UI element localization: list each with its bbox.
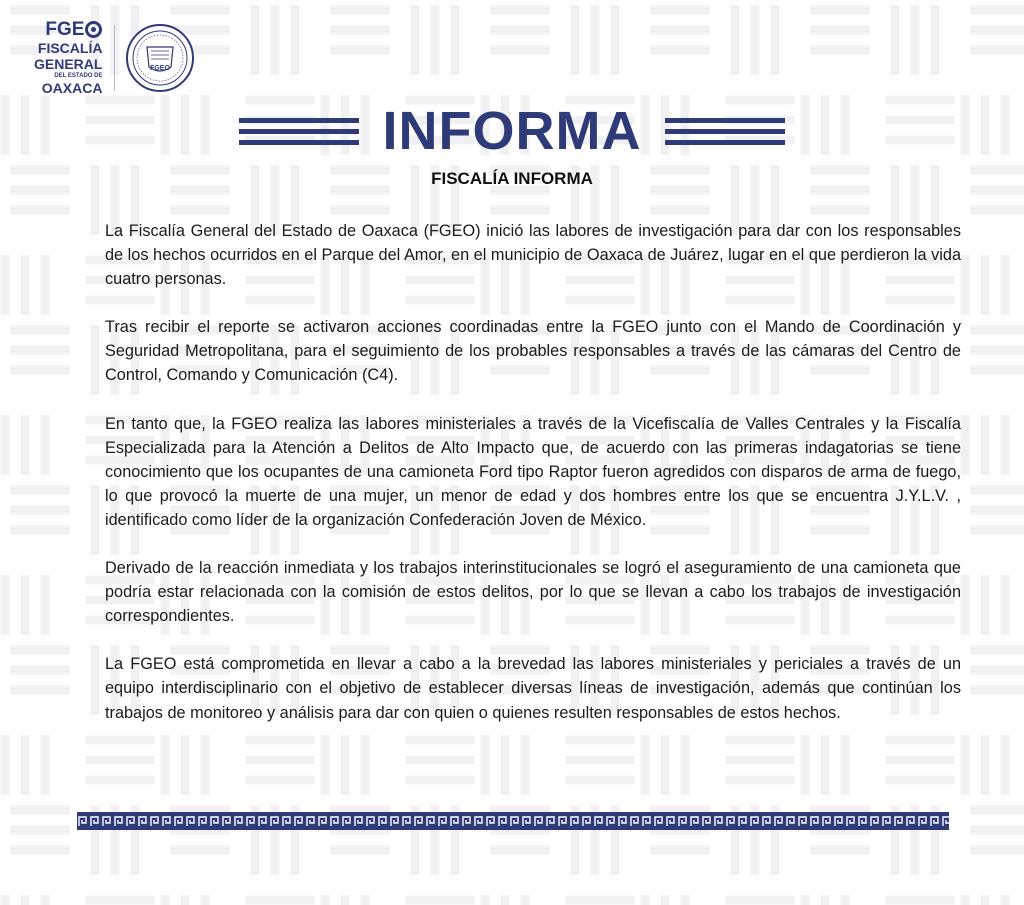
page-subtitle: FISCALÍA INFORMA [431, 169, 593, 188]
logo-line-2: GENERAL [34, 56, 103, 72]
title-row [0, 101, 1024, 161]
paragraph: La Fiscalía General del Estado de Oaxaca (FGEO) inició las labores de investigación para dar con los responsables de los hechos ocurridos en el Parque del Amor, en el municipio de Oaxaca de Juárez, lugar en el que perdieron la vida cuatro personas. [105, 222, 961, 289]
logo-line-3: DEL ESTADO DE [54, 73, 103, 79]
seal-label: FGEO [150, 64, 171, 72]
press-release-body [105, 219, 961, 749]
fgeo-logo-mark: FGE [45, 20, 102, 39]
paragraph: En tanto que, la FGEO realiza las labores ministeriales a través de la Vicefiscalía de Valles Centrales y la Fiscalía Especializada para la Atención a Delitos de Alto Impacto que, de acuerdo con las primeras indagatorias se tiene conocimiento que los ocupantes de una camioneta Ford tipo Raptor fueron agredidos con disparos de arma de fuego, lo que provocó la muerte de una mujer, un menor de edad y dos hombres entre los que se encuentra J.Y.L.V. , identificado como líder de la organización Confederación Joven de México. [105, 414, 961, 529]
paragraph: Tras recibir el reporte se activaron acciones coordinadas entre la FGEO junto con el Mando de Coordinación y Seguridad Metropolitana, para el seguimiento de los probables responsables a través de las cámaras del Centro de Control, Comando y Comunicación (C4). [105, 318, 961, 385]
page-title: INFORMA [382, 101, 642, 161]
logo-line-4: OAXACA [41, 80, 103, 96]
state-seal-icon [125, 23, 195, 93]
logo-block [34, 20, 195, 95]
fgeo-logo [34, 20, 102, 95]
fgeo-o-icon [85, 21, 102, 38]
logo-divider [114, 25, 115, 91]
logo-line-1: FISCALÍA [37, 40, 103, 56]
greek-fret-border [77, 812, 949, 830]
paragraph: Derivado de la reacción inmediata y los trabajos interinstitucionales se logró el aseguramiento de una camioneta que podría estar relacionada con la comisión de estos delitos, por lo que se llevan a cabo los trabajos de investigación correspondientes. [105, 559, 961, 626]
title-stripes-right [665, 118, 785, 145]
title-stripes-left [239, 118, 359, 145]
paragraph: La FGEO está comprometida en llevar a cabo a la brevedad las labores ministeriales y periciales a través de un equipo interdisciplinario con el objetivo de establecer diversas líneas de investigación, además que continúan los trabajos de monitoreo y análisis para dar con quien o quienes resulten responsables de estos hechos. [105, 655, 961, 722]
